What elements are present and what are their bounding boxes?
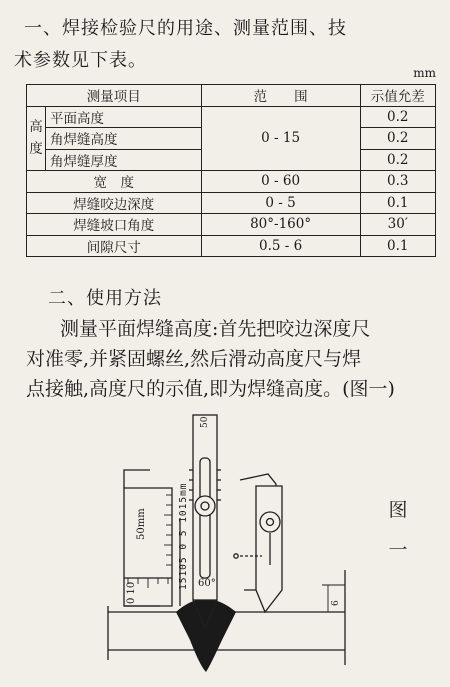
group-label-char: 度 bbox=[29, 141, 43, 158]
item-cell: 平面高度 bbox=[46, 106, 202, 128]
item-cell: 宽 度 bbox=[27, 171, 202, 193]
tolerance-cell: 30′ bbox=[360, 214, 435, 236]
height-ruler bbox=[189, 415, 221, 628]
header-range: 范 围 bbox=[201, 85, 360, 107]
locking-screw bbox=[195, 496, 215, 516]
header-item: 测量项目 bbox=[27, 85, 202, 107]
tolerance-cell: 0.1 bbox=[360, 192, 435, 214]
vertical-scale-label: 15105 0 5 1015mm bbox=[178, 482, 189, 590]
unit-label: mm bbox=[413, 66, 436, 80]
undercut-depth-gauge bbox=[234, 486, 282, 612]
dimension-lines bbox=[292, 585, 345, 612]
tolerance-cell: 0.2 bbox=[360, 106, 435, 128]
header-tolerance: 示值允差 bbox=[360, 85, 435, 107]
paragraph-line: 对准零,并紧固螺丝,然后滑动高度尺与焊 bbox=[26, 348, 362, 370]
range-cell: 0 - 5 bbox=[201, 192, 360, 214]
group-label-char: 高 bbox=[29, 119, 43, 136]
paragraph-line: 测量平面焊缝高度:首先把咬边深度尺 bbox=[60, 318, 371, 340]
range-cell: 0.5 - 6 bbox=[201, 235, 360, 257]
item-cell: 间隙尺寸 bbox=[27, 235, 202, 257]
section-heading-2: 二、使用方法 bbox=[48, 288, 162, 309]
tolerance-cell: 0.1 bbox=[360, 235, 435, 257]
section-heading-1-continuation: 术参数见下表。 bbox=[14, 50, 147, 71]
left-scale-ticks bbox=[128, 495, 172, 588]
item-cell: 焊缝坡口角度 bbox=[27, 214, 202, 236]
item-cell: 焊缝咬边深度 bbox=[27, 192, 202, 214]
section-heading-1: 一、焊接检验尺的用途、测量范围、技 bbox=[24, 18, 347, 39]
item-cell: 角焊缝高度 bbox=[46, 128, 202, 150]
weld-bead bbox=[176, 599, 236, 672]
tolerance-cell: 0.2 bbox=[360, 149, 435, 171]
bottom-scale-label: 0 10 bbox=[126, 581, 137, 604]
range-cell: 0 - 60 bbox=[201, 171, 360, 193]
scale-top-label: 50 bbox=[200, 416, 210, 428]
tolerance-cell: 0.2 bbox=[360, 128, 435, 150]
figure-caption-char: 图 bbox=[388, 499, 408, 521]
item-cell: 角焊缝厚度 bbox=[46, 149, 202, 171]
left-scale-label: 50mm bbox=[136, 508, 147, 540]
paragraph-line: 点接触,高度尺的示值,即为焊缝高度。(图一) bbox=[26, 378, 395, 400]
range-cell: 80°-160° bbox=[201, 214, 360, 236]
dimension-label: 6 bbox=[331, 600, 341, 606]
tolerance-cell: 0.3 bbox=[360, 171, 435, 193]
figure-caption bbox=[386, 490, 410, 570]
figure-caption-char: 一 bbox=[388, 539, 408, 561]
angle-label: 60° bbox=[198, 578, 216, 589]
range-cell: 0 - 15 bbox=[201, 106, 360, 171]
